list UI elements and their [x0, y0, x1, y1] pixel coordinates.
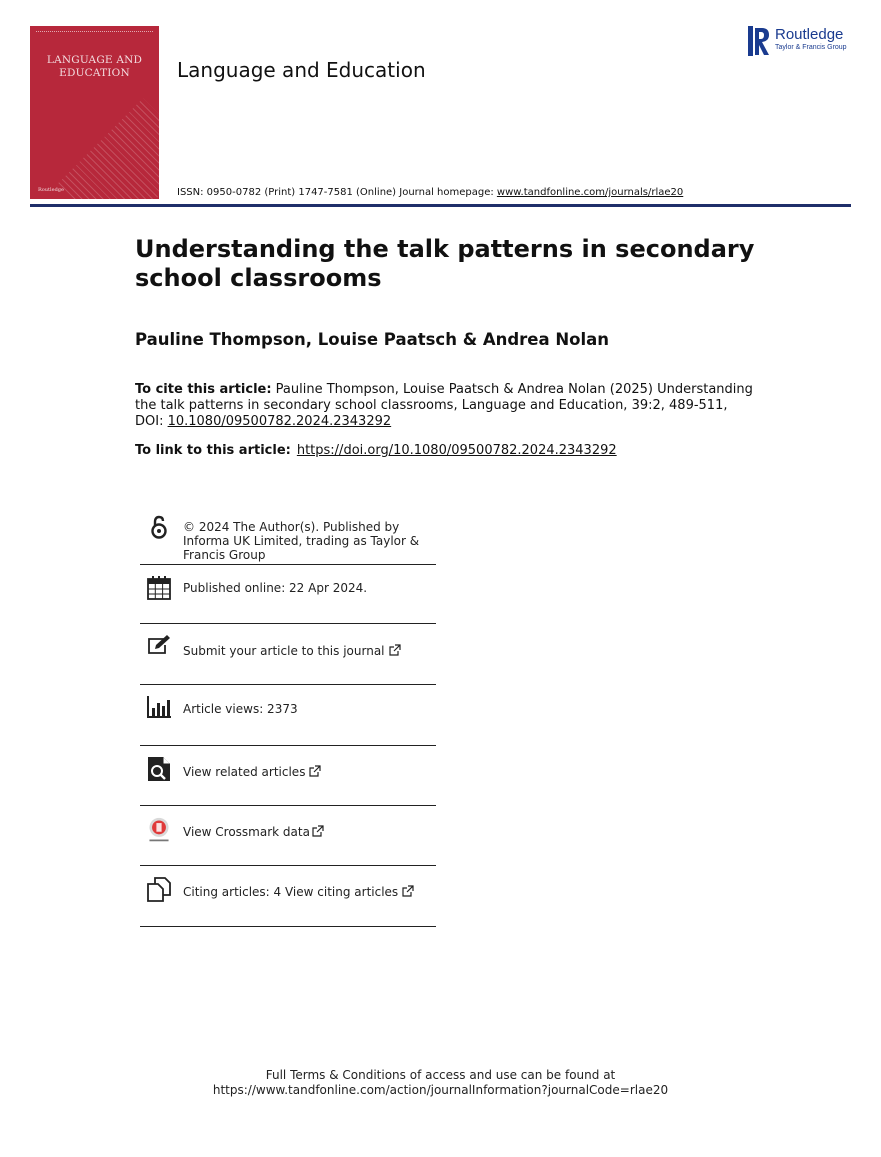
- info-row-views: [140, 685, 436, 746]
- journal-name: Language and Education: [177, 58, 426, 82]
- submit-article-link[interactable]: [183, 644, 401, 658]
- routledge-logo[interactable]: [748, 26, 852, 56]
- submit-article-text: Submit your article to this journal: [183, 644, 385, 658]
- bar-chart-icon: [146, 694, 172, 720]
- cover-title: [30, 54, 159, 80]
- crossmark-icon: [146, 817, 172, 843]
- article-link-line: [135, 443, 617, 458]
- crossmark-text: View Crossmark data: [183, 825, 310, 839]
- footer-terms-link[interactable]: https://www.tandfonline.com/action/journalInformation?journalCode=rlae20: [212, 1083, 669, 1097]
- citing-articles-text: Citing articles: 4 View citing articles: [183, 885, 399, 899]
- published-date-text: Published online: 22 Apr 2024.: [183, 581, 368, 595]
- journal-homepage-link[interactable]: www.tandfonline.com/journals/rlae20: [496, 187, 684, 198]
- info-row-crossmark[interactable]: [140, 806, 436, 866]
- info-row-open-access: [140, 510, 436, 565]
- related-articles-link[interactable]: [183, 765, 321, 779]
- citation-block: [135, 382, 755, 430]
- cover-title-line2: EDUCATION: [59, 67, 130, 79]
- open-access-icon: [146, 514, 172, 540]
- cover-publisher: Routledge: [38, 187, 64, 193]
- link-label: To link to this article:: [135, 443, 291, 458]
- logo-name: Routledge: [775, 26, 844, 43]
- article-views-text: Article views: 2373: [183, 702, 298, 716]
- logo-subtitle: Taylor & Francis Group: [775, 44, 847, 51]
- cover-title-line1: LANGUAGE AND: [46, 54, 143, 66]
- info-row-published: [140, 565, 436, 624]
- crossmark-link[interactable]: [183, 825, 324, 839]
- journal-cover: [30, 26, 159, 199]
- external-link-icon: [309, 765, 321, 777]
- related-articles-text: View related articles: [183, 765, 306, 779]
- external-link-icon: [389, 644, 401, 656]
- submit-edit-icon: [146, 633, 172, 659]
- article-authors: Pauline Thompson, Louise Paatsch & Andrea Nolan: [135, 330, 610, 349]
- external-link-icon: [312, 825, 324, 837]
- issn-line: [177, 187, 683, 198]
- document-search-icon: [146, 756, 172, 782]
- routledge-r-icon: [748, 26, 770, 56]
- cite-label: To cite this article:: [135, 382, 272, 397]
- header-rule: [30, 204, 851, 207]
- citing-articles-icon: [146, 876, 172, 902]
- footer-line1: Full Terms & Conditions of access and use can be found at: [265, 1068, 616, 1082]
- external-link-icon: [402, 885, 414, 897]
- cover-pattern: [58, 98, 159, 199]
- citing-articles-link[interactable]: [183, 885, 414, 899]
- info-row-related[interactable]: [140, 746, 436, 806]
- calendar-icon: [146, 575, 172, 601]
- info-row-submit[interactable]: [140, 624, 436, 685]
- article-info-list: [140, 510, 436, 927]
- footer-terms: [0, 1068, 881, 1098]
- article-doi-link[interactable]: https://doi.org/10.1080/09500782.2024.2343292: [296, 443, 617, 458]
- open-access-text: © 2024 The Author(s). Published by Informa UK Limited, trading as Taylor & Francis Group: [183, 520, 420, 562]
- cite-text: Pauline Thompson, Louise Paatsch & Andrea Nolan (2025) Understanding the talk patterns in secondary school classrooms, Language and Education, 39:2, 489-511, DOI:: [135, 382, 753, 429]
- issn-text: ISSN: 0950-0782 (Print) 1747-7581 (Online) Journal homepage:: [177, 187, 497, 198]
- cite-doi-link[interactable]: 10.1080/09500782.2024.2343292: [167, 414, 392, 429]
- info-row-citing[interactable]: [140, 866, 436, 927]
- article-title: Understanding the talk patterns in secondary school classrooms: [135, 235, 755, 292]
